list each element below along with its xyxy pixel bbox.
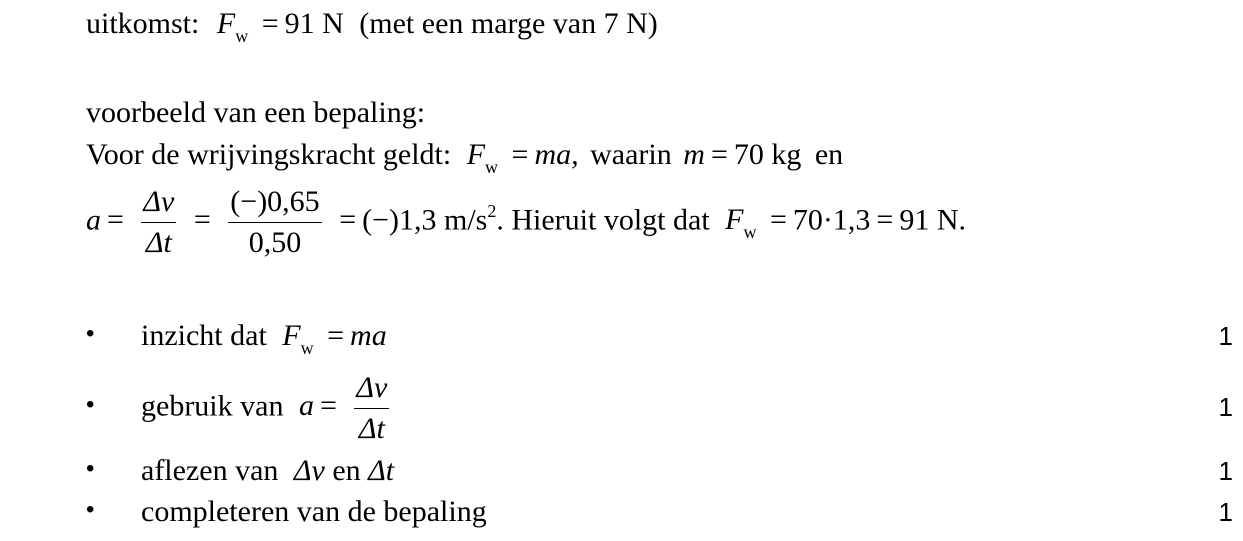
outcome-value: 91 N — [284, 7, 344, 40]
outcome-line — [86, 6, 658, 45]
exponent: 2 — [487, 201, 497, 222]
equals-sign: = — [339, 203, 357, 237]
en-text: en — [814, 138, 844, 171]
score: 1 — [1218, 321, 1233, 351]
criterion-item — [141, 318, 387, 357]
bullet: • — [86, 391, 95, 418]
criterion-text: aflezen van — [141, 454, 279, 487]
outcome-margin: (met een marge van 7 N) — [359, 7, 658, 40]
delta-fraction — [141, 182, 176, 263]
example-line-1 — [86, 137, 843, 176]
force-symbol: F — [216, 7, 236, 40]
mass-symbol: m — [683, 138, 705, 171]
fraction-denominator: Δt — [145, 226, 172, 259]
force-subscript: w — [485, 157, 499, 177]
criterion-item — [141, 368, 393, 449]
bullet: • — [86, 496, 95, 523]
ma-term: ma — [350, 319, 387, 352]
equals-sign: = — [327, 319, 345, 352]
bullet: • — [86, 455, 95, 482]
equals-sign: = — [710, 138, 728, 171]
criterion-item: completeren van de bepaling — [141, 495, 487, 528]
criterion-item — [141, 453, 394, 489]
equals-sign: = — [511, 138, 529, 171]
ma-term: ma, — [534, 138, 579, 171]
force-symbol: F — [282, 319, 301, 352]
acceleration-result: (−)1,3 m/s — [362, 203, 488, 237]
acceleration-symbol: a — [86, 203, 101, 237]
bullet: • — [86, 320, 95, 347]
final-value: 91 N. — [899, 203, 966, 237]
waarin-text: waarin — [590, 138, 672, 171]
example-line-2 — [86, 182, 966, 263]
force-symbol: F — [466, 138, 486, 171]
outcome-label: uitkomst: — [86, 7, 200, 40]
equals-sign: = — [769, 203, 787, 237]
en-text: en — [332, 454, 361, 487]
force-subscript: w — [743, 222, 757, 243]
equals-sign: = — [876, 203, 894, 237]
score: 1 — [1218, 392, 1233, 422]
criterion-text: inzicht dat — [141, 319, 267, 352]
criterion-text: gebruik van — [141, 389, 284, 423]
equals-sign: = — [319, 389, 337, 423]
delta-v: Δv — [293, 454, 325, 487]
example-heading: voorbeeld van een bepaling: — [86, 96, 426, 129]
fraction-numerator: (−)0,65 — [228, 182, 321, 223]
delta-t: Δt — [368, 454, 395, 487]
mass-value: 70 kg — [733, 138, 802, 171]
force-subscript: w — [235, 26, 249, 46]
force-symbol: F — [725, 203, 744, 237]
conclusion-text: . Hieruit volgt dat — [496, 203, 710, 237]
value-fraction — [228, 182, 321, 263]
example-line-1-text: Voor de wrijvingskracht geldt: — [86, 138, 452, 171]
fraction-denominator: Δt — [358, 412, 385, 445]
delta-fraction — [354, 368, 389, 449]
fraction-denominator: 0,50 — [248, 226, 302, 259]
calculation: 70·1,3 — [792, 203, 871, 237]
equals-sign: = — [261, 7, 279, 40]
equals-sign: = — [193, 203, 211, 237]
acceleration-symbol: a — [298, 389, 314, 423]
fraction-numerator: Δv — [354, 368, 389, 409]
score: 1 — [1218, 497, 1233, 527]
score: 1 — [1218, 456, 1233, 486]
fraction-numerator: Δv — [141, 182, 176, 223]
equals-sign: = — [107, 203, 124, 237]
force-subscript: w — [300, 338, 314, 358]
